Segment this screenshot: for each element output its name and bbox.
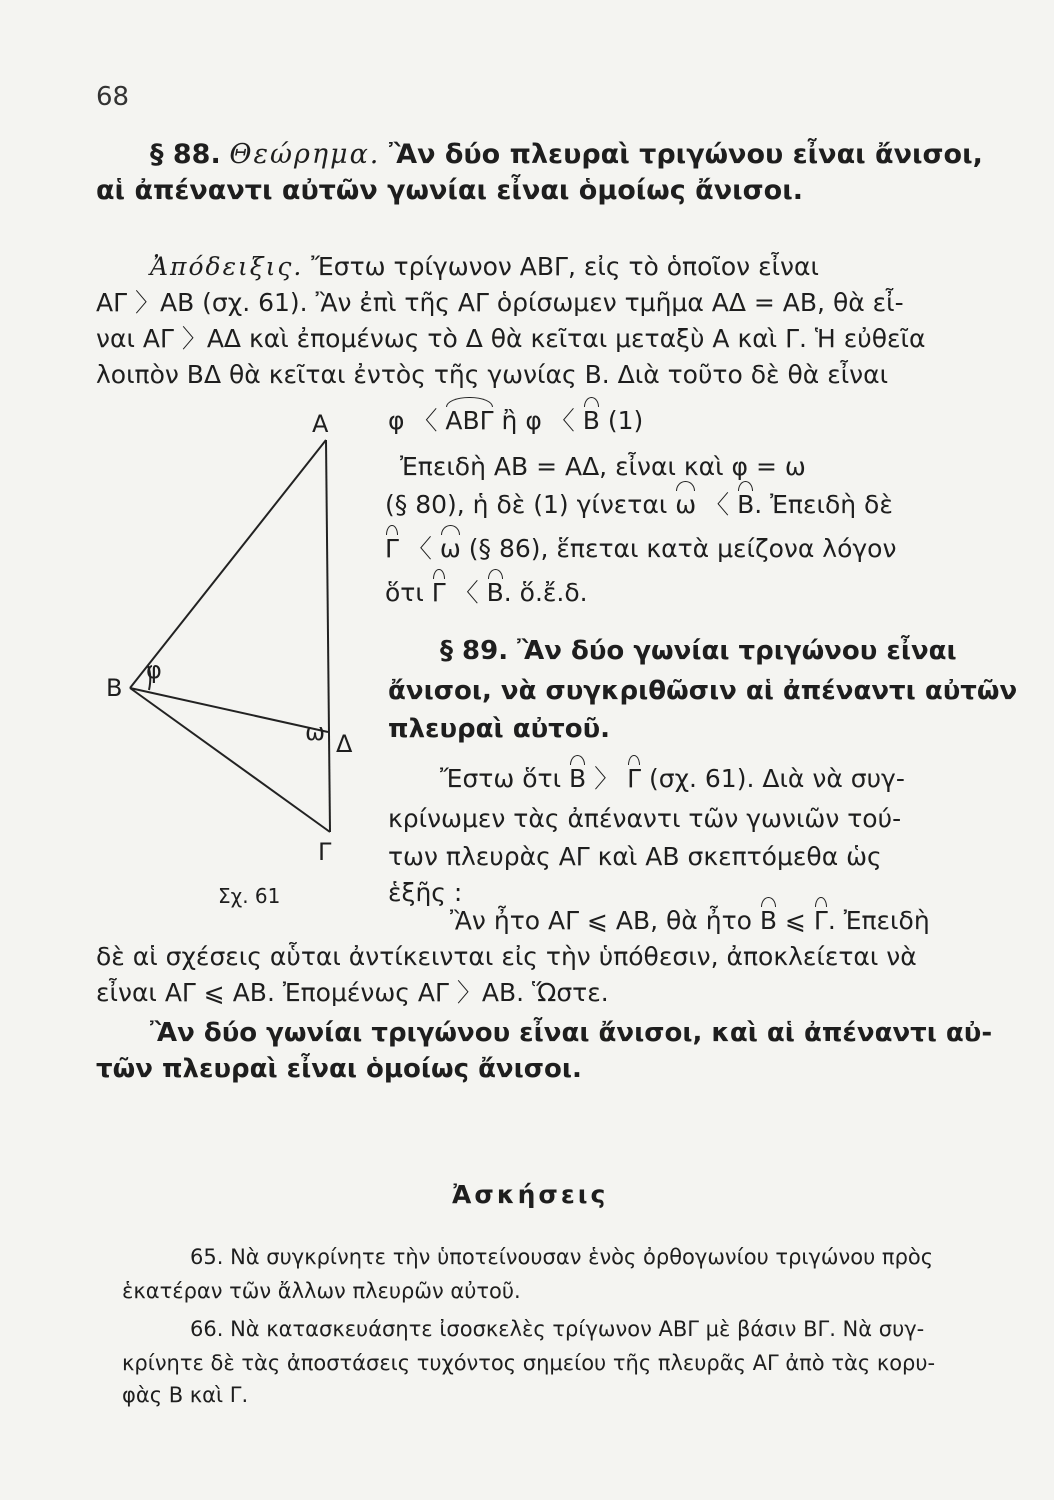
angle-phi-label: φ — [146, 656, 162, 684]
point-D-label: Δ — [336, 730, 353, 758]
exercise-65-line-1: 65. Νὰ συγκρίνητε τὴν ὑποτείνουσαν ἑνὸς ὀρθογωνίου τριγώνου πρὸς — [190, 1245, 934, 1269]
conclusion-line-1: Ἂν δύο γωνίαι τριγώνου εἶναι ἄνισοι, καὶ αἱ ἀπέναντι αὐ- — [150, 1018, 993, 1048]
proof-line-2: ΑΓ 〉ΑΒ (σχ. 61). Ἂν ἐπὶ τῆς ΑΓ ὁρίσωμεν τμῆμα ΑΔ = ΑΒ, θὰ εἶ- — [96, 288, 904, 317]
angle-B: Β — [759, 906, 778, 935]
angle-G: Γ — [813, 906, 828, 935]
angle-ABG: ΑΒΓ — [445, 406, 494, 435]
angle-G: Γ — [627, 764, 642, 793]
less-or-equal-sign: ⩽ — [784, 906, 806, 935]
theorem-89-line-3: πλευραὶ αὐτοῦ. — [388, 714, 611, 744]
angle-omega: ω — [675, 490, 697, 519]
exercise-66-line-1: 66. Νὰ κατασκευάσητε ἰσοσκελὲς τρίγωνον ΑΒΓ μὲ βάσιν ΒΓ. Νὰ συγ- — [190, 1317, 925, 1341]
angle-omega: ω — [439, 534, 461, 563]
angle-G: Γ — [385, 534, 399, 563]
theorem-89-proof-line-6: δὲ αἱ σχέσεις αὗται ἀντίκεινται εἰς τὴν ὑπόθεσιν, ἀποκλείεται νὰ — [96, 942, 917, 971]
proof-line-6: Ἐπειδὴ ΑΒ = ΑΔ, εἶναι καὶ φ = ω — [400, 452, 806, 481]
angle-G: Γ — [431, 578, 446, 607]
inequality-part: ἢ φ 〈 — [501, 406, 575, 435]
proof-text: Ἂν ἦτο ΑΓ ⩽ ΑΒ, θὰ ἦτο — [450, 906, 752, 935]
less-than-sign: 〈 — [453, 578, 479, 607]
proof-text: . Ἐπειδὴ — [827, 906, 930, 935]
angle-omega-label: ω — [305, 718, 326, 746]
theorem-89-proof-line-3: των πλευρὰς ΑΓ καὶ ΑΒ σκεπτόμεθα ὡς — [388, 842, 882, 871]
theorem-89-line-1: § 89. Ἂν δύο γωνίαι τριγώνου εἶναι — [440, 636, 957, 666]
angle-B: Β — [737, 490, 755, 519]
proof-text: Ἔστω τρίγωνον ΑΒΓ, εἰς τὸ ὁποῖον εἶναι — [311, 252, 819, 281]
exercise-66-line-2: κρίνητε δὲ τὰς ἀποστάσεις τυχόντος σημείου τῆς πλευρᾶς ΑΓ ἀπὸ τὰς κορυ- — [122, 1351, 936, 1375]
figure-caption: Σχ. 61 — [218, 884, 281, 908]
exercises-heading: Ἀσκήσεις — [452, 1180, 609, 1209]
proof-text: (σχ. 61). Διὰ νὰ συγ- — [648, 764, 905, 793]
angle-B: Β — [582, 406, 600, 435]
theorem-88-line-2: αἱ ἀπέναντι αὐτῶν γωνίαι εἶναι ὁμοίως ἄνισοι. — [96, 175, 803, 206]
proof-line-4: λοιπὸν ΒΔ θὰ κεῖται ἐντὸς τῆς γωνίας Β. Διὰ τοῦτο δὲ θὰ εἶναι — [96, 360, 889, 389]
side-AB — [130, 440, 326, 688]
proof-text: . ὅ.ἔ.δ. — [503, 578, 588, 607]
exercise-65-line-2: ἑκατέραν τῶν ἄλλων πλευρῶν αὐτοῦ. — [122, 1279, 521, 1303]
theorem-89-proof-line-4: ἑξῆς : — [388, 878, 463, 907]
proof-text: (§ 80), ἡ δὲ (1) γίνεται — [385, 490, 668, 519]
proof-text: Ἔστω ὅτι — [440, 764, 562, 793]
proof-line-3: ναι ΑΓ 〉ΑΔ καὶ ἐπομένως τὸ Δ θὰ κεῖται μεταξὺ Α καὶ Γ. Ἡ εὐθεῖα — [96, 324, 926, 353]
vertex-G-label: Γ — [318, 838, 332, 866]
vertex-B-label: Β — [106, 674, 123, 702]
less-than-sign: 〈 — [704, 490, 730, 519]
exercise-66-line-3: φὰς Β καὶ Γ. — [122, 1383, 249, 1407]
theorem-label: Θεώρημα. — [229, 139, 381, 170]
equation-number: (1) — [607, 406, 644, 435]
page-number: 68 — [96, 82, 130, 112]
angle-B: Β — [569, 764, 587, 793]
greater-than-sign: 〉 — [594, 764, 620, 793]
proof-text: ὅτι — [385, 578, 424, 607]
theorem-89-line-2: ἄνισοι, νὰ συγκριθῶσιν αἱ ἀπέναντι αὐτῶν — [388, 676, 1018, 706]
side-AG — [326, 440, 330, 832]
theorem-89-proof-line-7: εἶναι ΑΓ ⩽ ΑΒ. Ἐπομένως ΑΓ 〉ΑΒ. Ὥστε. — [96, 978, 609, 1007]
angle-B: Β — [486, 578, 504, 607]
proof-text: (§ 86), ἕπεται κατὰ μείζονα λόγον — [460, 534, 897, 563]
proof-label: Ἀπόδειξις. — [150, 252, 304, 281]
vertex-A-label: Α — [312, 410, 329, 438]
section-number: § 88. — [150, 139, 221, 170]
conclusion-line-2: τῶν πλευραὶ εἶναι ὁμοίως ἄνισοι. — [96, 1054, 582, 1084]
inequality-part: φ 〈 — [388, 406, 438, 435]
less-than-sign: 〈 — [406, 534, 432, 563]
theorem-89-proof-line-2: κρίνωμεν τὰς ἀπέναντι τῶν γωνιῶν τού- — [388, 804, 902, 833]
theorem-statement: Ἂν δύο πλευραὶ τριγώνου εἶναι ἄνισοι, — [388, 139, 983, 170]
proof-text: . Ἐπειδὴ δὲ — [754, 490, 893, 519]
